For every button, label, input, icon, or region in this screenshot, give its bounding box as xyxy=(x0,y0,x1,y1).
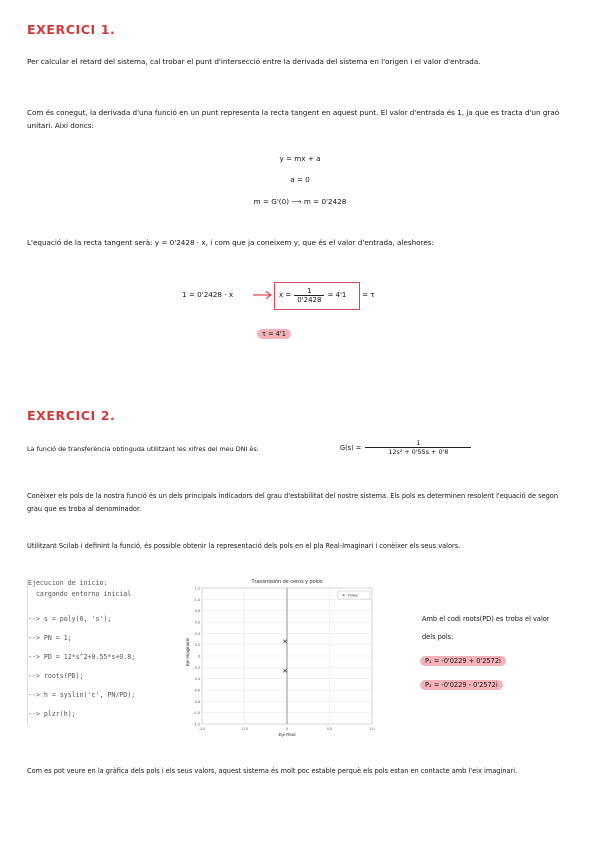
y-tick-label: 0.4 xyxy=(194,631,200,636)
pole-1-badge: P₁ = -0'0229 + 0'2572i xyxy=(420,656,506,666)
ex2-paragraph-3: Utilitzant Scilab i definint la funció, és possible obtenir la representació dels pols en el pla Real-Imaginari i conèixer els seus valors. xyxy=(27,542,461,550)
y-tick-label: 0.2 xyxy=(194,643,200,648)
code-line: --> plzr(h); xyxy=(28,710,76,718)
tf-label: G(s) = xyxy=(340,443,362,452)
y-tick-label: -1.0 xyxy=(193,711,200,716)
scilab-console xyxy=(27,578,178,726)
pole-zero-chart xyxy=(182,574,382,740)
eq-a: a = 0 xyxy=(290,175,310,184)
code-line: --> roots(PD); xyxy=(28,672,84,680)
legend-marker: × xyxy=(342,593,345,599)
eq-line: y = mx + a xyxy=(279,154,321,163)
ex1-title: EXERCICI 1. xyxy=(27,22,116,37)
y-tick-label: -0.4 xyxy=(193,677,200,682)
eq-tau: = τ xyxy=(362,290,375,299)
y-tick-label: 0.8 xyxy=(194,609,200,614)
x-tick-label: -0.5 xyxy=(241,727,248,731)
ex2-paragraph-1: La funció de transferència obtinguda utilitzant les xifres del meu DNI és: xyxy=(27,445,259,453)
eq-fraction-num: 1 xyxy=(294,287,324,296)
y-tick-label: 1.2 xyxy=(194,586,200,591)
y-tick-label: 1.0 xyxy=(194,597,200,602)
y-tick-label: -1.2 xyxy=(193,722,200,727)
roots-explanation: Amb el codi roots(PD) es troba el valor dels pols: xyxy=(422,615,550,641)
eq-fraction-den: 0'2428 xyxy=(297,295,322,304)
ex2-conclusion: Com es pot veure en la gràfica dels pols i els seus valors, aquest sistema és molt poc estable perquè els pols estan en contacte amb l'eix imaginari. xyxy=(27,767,518,775)
tf-fraction xyxy=(365,439,471,456)
y-tick-label: -0.6 xyxy=(193,688,200,693)
y-tick-label: -0.2 xyxy=(193,665,200,670)
eq-solution xyxy=(279,283,346,307)
tf-den: 12s² + 0'55s + 0'8 xyxy=(388,448,449,456)
ex1-paragraph-1: Per calcular el retard del sistema, cal trobar el punt d'intersecció entre la derivada del sistema en l'origen i el valor d'entrada. xyxy=(27,57,481,66)
result-tau-badge: τ = 4'1 xyxy=(257,329,291,339)
eq-x-label: x = xyxy=(279,291,292,299)
pole-2-badge: P₂ = -0'0229 - 0'2572i xyxy=(420,680,503,690)
tf-num: 1 xyxy=(365,439,471,448)
x-tick-label: 0.5 xyxy=(326,727,333,731)
arrow-icon xyxy=(252,290,274,300)
transfer-function xyxy=(340,439,471,456)
y-tick-label: 0.6 xyxy=(194,620,200,625)
ex1-paragraph-2: Com és conegut, la derivada d'una funció en un punt representa la recta tangent en aquest punt. El valor d'entrada és 1, ja que es tracta d'un graó unitari. Així doncs: xyxy=(27,108,560,130)
legend-label: Polos xyxy=(348,592,359,598)
code-line: --> PD = 12*s^2+0.55*s+0.8; xyxy=(28,653,136,661)
chart-xlabel: Eje Real xyxy=(278,732,296,737)
eq-result-value: = 4'1 xyxy=(327,291,347,299)
code-line: --> h = syslin('c', PN/PD); xyxy=(28,691,136,699)
eq-tangent: 1 = 0'2428 · x xyxy=(182,290,234,299)
y-tick-label: -0.8 xyxy=(193,699,200,704)
chart-title: Transmisión de ceros y polos xyxy=(251,579,323,585)
code-line: --> s = poly(0, 's'); xyxy=(28,615,112,623)
eq-fraction xyxy=(294,287,324,304)
chart-ylabel: Eje Imaginario xyxy=(185,637,190,667)
ex2-title: EXERCICI 2. xyxy=(27,408,116,423)
ex2-paragraph-2: Conèixer els pols de la nostra funció és un dels principals indicadors del grau d'estabilitat del nostre sistema. Els pols es determinen resolent l'equació de segon grau que es troba al denominador. xyxy=(27,492,559,513)
x-tick-label: 0 xyxy=(285,727,289,731)
code-line: cargando entorno inicial xyxy=(28,590,132,598)
eq-m: m = G'(0) ⟶ m = 0'2428 xyxy=(253,197,347,206)
y-tick-label: 0 xyxy=(197,654,200,659)
x-tick-label: 1.0 xyxy=(369,727,375,731)
x-tick-label: -1.0 xyxy=(198,727,206,731)
ex1-paragraph-3: L'equació de la recta tangent serà: y = 0'2428 · x, i com que ja coneixem y, que és el valor d'entrada, aleshores: xyxy=(27,238,434,247)
code-line: Ejecucion de inicio: xyxy=(28,579,108,587)
code-line: --> PN = 1; xyxy=(28,634,72,642)
